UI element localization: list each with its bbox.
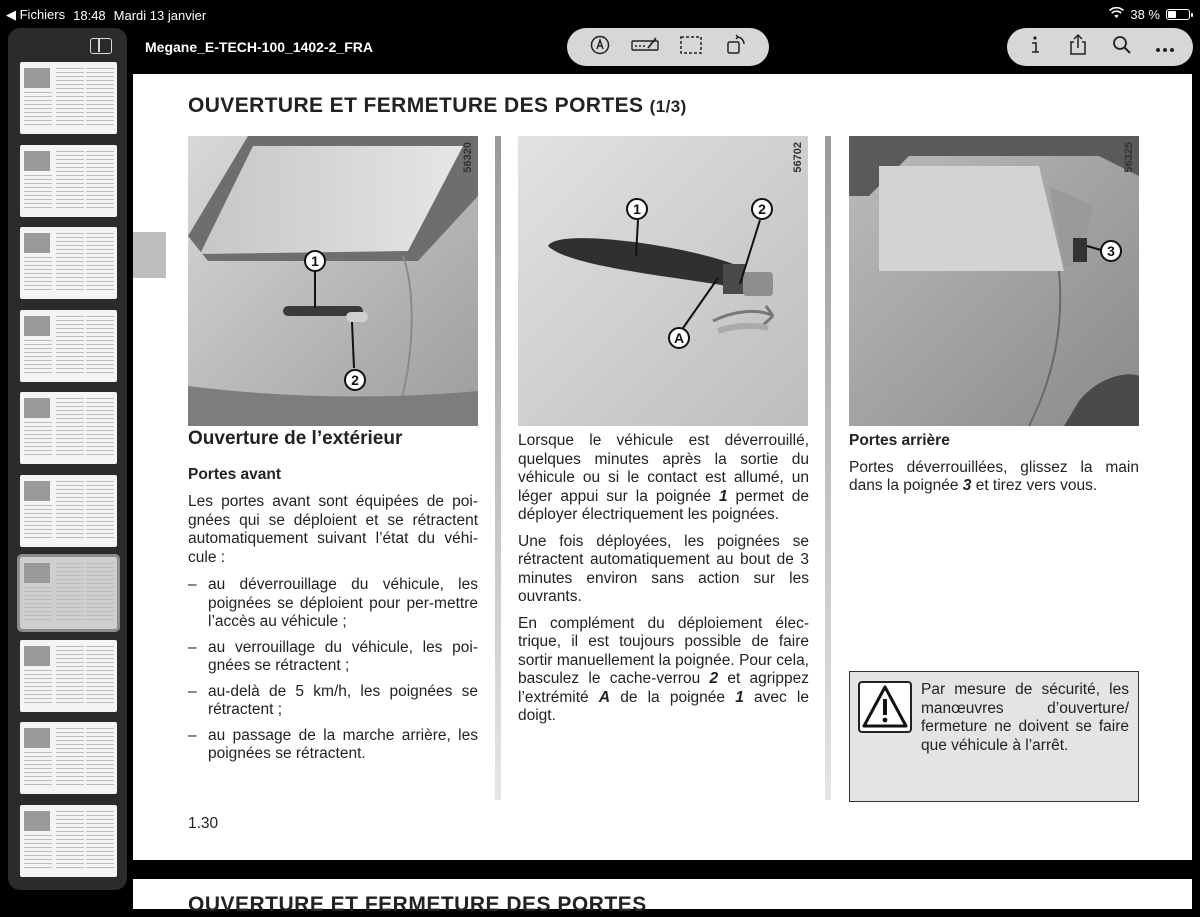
ref-a: A	[598, 688, 611, 706]
thumbnail-text-column	[86, 68, 114, 126]
paragraph-rear	[849, 459, 1139, 496]
thumbnail-image	[24, 233, 50, 253]
intro-paragraph: Les portes avant sont équipées de poi-gnées qui se déploient et se rétractent automatiquement suivant l’état du véhi-cule :	[188, 493, 478, 566]
list-item: – au-delà de 5 km/h, les poignées se rétractent ;	[188, 683, 478, 720]
callout-2: 2	[751, 198, 773, 220]
thumbnail-text-column	[86, 151, 114, 209]
subheading-rear-doors: Portes arrière	[849, 432, 950, 449]
column-divider	[825, 136, 831, 800]
thumbnail-image	[24, 316, 50, 336]
subheading-front-doors: Portes avant	[188, 465, 282, 483]
thumbnail-image	[24, 563, 50, 583]
thumbnail-text-column	[86, 811, 114, 869]
markup-toolbar	[567, 28, 769, 66]
page-thumbnail[interactable]	[20, 310, 117, 382]
paragraph-manual	[518, 615, 809, 726]
page-thumbnail[interactable]	[20, 640, 117, 712]
section-heading: Ouverture de l’extérieur	[188, 428, 403, 449]
photo-code: 56320	[462, 142, 474, 173]
next-document-page	[133, 879, 1192, 916]
thumbnail-text-column	[86, 563, 114, 621]
page-thumbnail[interactable]	[20, 722, 117, 794]
thumbnail-image	[24, 398, 50, 418]
text-run: et tirez vers vous.	[971, 477, 1098, 494]
column-3-text	[849, 432, 1139, 504]
sidebar-toggle-icon[interactable]	[90, 38, 112, 54]
thumbnail-image	[24, 646, 50, 666]
thumbnail-text-column	[56, 233, 84, 291]
thumbnail-text-column	[24, 92, 52, 128]
thumbnail-text-column	[56, 646, 84, 704]
list-item: – au verrouillage du véhicule, les poi-gnées se rétractent ;	[188, 639, 478, 676]
paragraph-deploy	[518, 432, 809, 525]
thumbnail-text-column	[24, 422, 52, 458]
column-2-text	[518, 432, 809, 734]
battery-percent: 38 %	[1130, 7, 1160, 22]
thumbnail-text-column	[86, 316, 114, 374]
thumbnail-text-column	[24, 340, 52, 376]
thumbnail-text-column	[24, 835, 52, 871]
info-icon[interactable]	[1018, 35, 1052, 60]
handle-detail-photo	[518, 136, 808, 426]
page-title-sub: (1/3)	[649, 97, 687, 116]
thumbnail-image	[24, 151, 50, 171]
text-run: En complément du déploiement élec-trique, il est toujours possible de faire sortir manuellement la poignée. Pour cela, basculez le cache-verrou	[518, 614, 809, 687]
thumbnail-text-column	[56, 481, 84, 539]
thumbnail-text-column	[56, 68, 84, 126]
status-bar	[0, 0, 1200, 28]
page-thumbnail[interactable]	[20, 392, 117, 464]
callout-1: 1	[304, 250, 326, 272]
callout-3: 3	[1100, 240, 1122, 262]
wifi-icon	[1109, 7, 1124, 22]
thumbnail-text-column	[56, 811, 84, 869]
thumbnail-text-column	[86, 728, 114, 786]
rear-door-photo	[849, 136, 1139, 426]
ref-1: 1	[735, 688, 744, 706]
front-door-list	[188, 576, 478, 764]
status-time: 18:48	[73, 7, 106, 23]
search-icon[interactable]	[1105, 35, 1139, 60]
markup-pen-icon[interactable]	[584, 35, 616, 60]
thumbnail-image	[24, 481, 50, 501]
column-divider	[495, 136, 501, 800]
select-area-icon[interactable]	[675, 36, 707, 59]
battery-fill	[1168, 11, 1176, 18]
callout-1: 1	[626, 198, 648, 220]
thumbnail-image	[24, 68, 50, 88]
thumbnail-text-column	[56, 398, 84, 456]
front-door-photo	[188, 136, 478, 426]
thumbnail-text-column	[56, 563, 84, 621]
rear-door-illustration	[849, 136, 1139, 426]
thumbnail-text-column	[56, 728, 84, 786]
document-title: Megane_E-TECH-100_1402-2_FRA	[145, 39, 373, 55]
thumbnail-text-column	[86, 481, 114, 539]
handle-detail-illustration	[518, 136, 808, 426]
page-title	[188, 94, 687, 118]
thumbnail-text-column	[56, 151, 84, 209]
status-date: Mardi 13 janvier	[113, 7, 207, 23]
document-actions	[1007, 28, 1193, 66]
thumbnail-text-column	[24, 505, 52, 541]
document-page	[133, 74, 1192, 860]
page-thumbnail[interactable]	[20, 62, 117, 134]
page-thumbnail[interactable]	[20, 557, 117, 629]
thumbnail-text-column	[86, 646, 114, 704]
warning-text: Par mesure de sécurité, les manœuvres d’ouverture/ fermeture ne doivent se faire que véhicule à l’arrêt.	[921, 681, 1129, 754]
text-run: permet de déployer électriquement les poignées.	[518, 487, 809, 523]
thumbnail-text-column	[24, 587, 52, 623]
column-1-text	[188, 430, 478, 771]
photo-code: 56325	[1123, 142, 1135, 173]
thumbnail-text-column	[86, 398, 114, 456]
text-run: Lorsque le véhicule est déverrouillé, quelques minutes après la sortie du véhicule ou si le contact est allumé, un léger appui sur la poignée	[518, 432, 809, 505]
next-page-title: OUVERTURE ET FERMETURE DES PORTES	[188, 893, 647, 916]
page-title-text: OUVERTURE ET FERMETURE DES PORTES	[188, 94, 644, 117]
thumbnail-text-column	[24, 752, 52, 788]
share-icon[interactable]	[1061, 34, 1095, 61]
signature-icon[interactable]	[629, 36, 661, 59]
front-door-illustration	[188, 136, 478, 426]
page-thumbnail[interactable]	[20, 145, 117, 217]
thumbnail-sidebar[interactable]	[8, 28, 127, 890]
thumbnail-text-column	[24, 257, 52, 293]
rotate-page-icon[interactable]	[720, 35, 752, 60]
list-item: – au passage de la marche arrière, les poignées se rétractent.	[188, 727, 478, 764]
paragraph-retract: Une fois déployées, les poignées se rétractent automatiquement au bout de 3 minutes environ sans action sur les ouvrants.	[518, 532, 809, 605]
thumbnail-text-column	[86, 233, 114, 291]
safety-warning-box	[849, 671, 1139, 802]
thumbnail-text-column	[24, 175, 52, 211]
page-thumbnail[interactable]	[20, 805, 117, 877]
text-run: Portes déverrouillées, glissez la main dans la poignée	[849, 458, 1139, 494]
text-run: et agrippez l’extrémité	[518, 670, 809, 706]
callout-a: A	[668, 327, 690, 349]
photo-code: 56702	[792, 142, 804, 173]
page-thumbnail[interactable]	[20, 475, 117, 547]
thumbnail-text-column	[56, 316, 84, 374]
ref-1: 1	[718, 487, 728, 505]
thumbnail-text-column	[24, 670, 52, 706]
warning-triangle-icon	[858, 681, 912, 733]
page-number: 1.30	[188, 815, 219, 832]
text-run: avec le doigt.	[518, 688, 809, 724]
list-item: – au déverrouillage du véhicule, les poignées se déploient pour per-mettre l’accès au véhicule ;	[188, 576, 478, 632]
ref-3: 3	[962, 477, 972, 494]
callout-2: 2	[344, 369, 366, 391]
thumbnail-image	[24, 728, 50, 748]
page-thumbnail[interactable]	[20, 227, 117, 299]
text-run: de la poignée	[610, 688, 736, 706]
more-icon[interactable]	[1148, 37, 1182, 58]
chapter-tab	[133, 232, 166, 278]
ref-2: 2	[709, 670, 719, 687]
battery-icon	[1166, 9, 1190, 20]
back-to-files-link[interactable]: ◀ Fichiers	[6, 7, 66, 22]
thumbnail-image	[24, 811, 50, 831]
